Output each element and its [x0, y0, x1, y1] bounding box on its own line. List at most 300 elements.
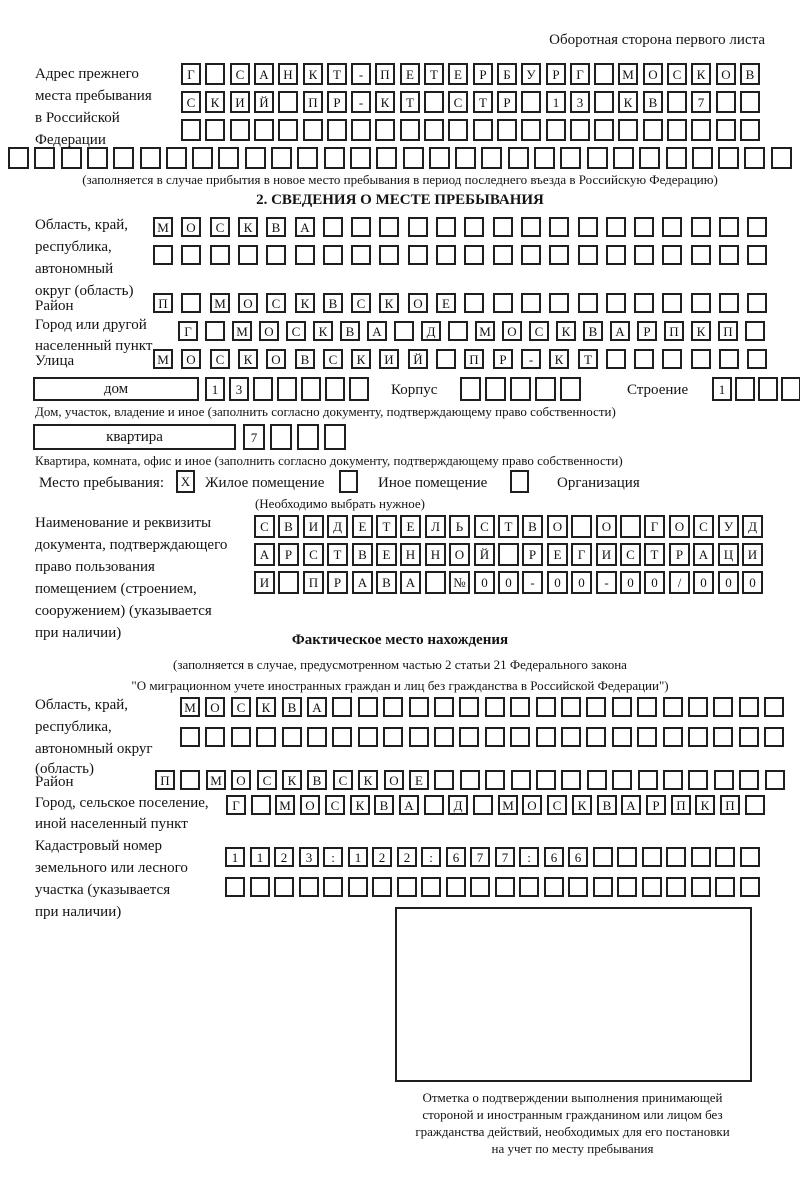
cadastral-row-2-cell-9: [446, 877, 466, 897]
city-row-cell-3: О: [259, 321, 279, 341]
fact-district-row-cell-23: [739, 770, 759, 790]
stay-place-label: Место пребывания:: [39, 475, 164, 491]
document-row-1-cell-17: О: [669, 515, 690, 538]
addr-prev-row-1-cell-22: О: [716, 63, 736, 85]
addr-prev-row-4-cell-6: [166, 147, 187, 169]
document-label-1: Наименование и реквизиты: [35, 515, 212, 531]
street-row-cell-9: Й: [408, 349, 428, 369]
document-row-2-cell-5: Е: [376, 543, 397, 566]
fact-city-row-cell-7: А: [399, 795, 419, 815]
region-row-1-cell-3: К: [238, 217, 258, 237]
region-row-2-cell-9: [408, 245, 428, 265]
checkbox-inoe-cell-0: [339, 470, 358, 493]
addr-prev-row-2-cell-10: [424, 91, 444, 113]
fact-caption-2: "О миграционном учете иностранных граждан и лиц без гражданства в Российской Федерации"): [131, 678, 669, 693]
confirmation-caption-2: стороной и иностранным гражданином или лицом без: [422, 1107, 723, 1122]
korpus-cells-cell-0: [460, 377, 481, 401]
cadastral-row-1-cell-15: [593, 847, 613, 867]
region-row-2-cell-21: [747, 245, 767, 265]
korpus-cells-cell-3: [535, 377, 556, 401]
fact-district-row-cell-8: К: [358, 770, 378, 790]
document-row-1-cell-7: Л: [425, 515, 446, 538]
stroenie-cells-cell-0: 1: [712, 377, 732, 401]
cadastral-row-1-cell-4: :: [323, 847, 343, 867]
cadastral-row-1-cell-2: 2: [274, 847, 294, 867]
addr-prev-row-1-cell-12: Р: [473, 63, 493, 85]
document-row-2-cell-10: [498, 543, 519, 566]
district-row-cell-9: О: [408, 293, 428, 313]
addr-prev-row-4-cell-11: [297, 147, 318, 169]
region-row-2-cell-18: [662, 245, 682, 265]
addr-prev-row-1-cell-3: А: [254, 63, 274, 85]
region-row-1-cell-6: [323, 217, 343, 237]
fact-region-row-1-cell-4: В: [282, 697, 302, 717]
addr-prev-row-2-cell-11: С: [448, 91, 468, 113]
document-row-1-cell-5: Т: [376, 515, 397, 538]
city-row-cell-2: М: [232, 321, 252, 341]
fact-city-row-cell-1: [251, 795, 271, 815]
city-row-cell-7: А: [367, 321, 387, 341]
city-label-2: населенный пункт: [35, 338, 153, 354]
street-row-cell-3: К: [238, 349, 258, 369]
addr-prev-row-4-cell-24: [639, 147, 660, 169]
region-row-1-cell-10: [436, 217, 456, 237]
fact-region-row-1-cell-10: [434, 697, 454, 717]
fact-district-row-cell-3: О: [231, 770, 251, 790]
addr-prev-footnote: (заполняется в случае прибытия в новое место пребывания в период последнего въезда в Российскую Федерацию): [82, 172, 718, 187]
region-label-3: автономный: [35, 261, 114, 277]
fact-region-row-2-cell-6: [332, 727, 352, 747]
addr-prev-row-2-cell-22: [716, 91, 736, 113]
addr-prev-row-4-cell-18: [481, 147, 502, 169]
region-row-2-cell-16: [606, 245, 626, 265]
apartment-label-box: [33, 424, 236, 450]
document-row-3-cell-15: 0: [620, 571, 641, 594]
addr-prev-row-1-cell-7: -: [351, 63, 371, 85]
document-row-1-cell-1: В: [278, 515, 299, 538]
stroenie-cells-cell-2: [758, 377, 778, 401]
house-caption: Дом, участок, владение и иное (заполнить согласно документу, подтверждающему право собственности): [35, 404, 616, 419]
document-row-2-cell-0: А: [254, 543, 275, 566]
addr-prev-row-3-cell-8: [375, 119, 395, 141]
fact-district-row-cell-22: [714, 770, 734, 790]
addr-prev-row-1-cell-20: С: [667, 63, 687, 85]
addr-prev-row-2-cell-15: 1: [546, 91, 566, 113]
addr-prev-row-4-cell-21: [560, 147, 581, 169]
street-row-cell-1: О: [181, 349, 201, 369]
fact-city-row-cell-5: К: [350, 795, 370, 815]
document-row-2-cell-15: С: [620, 543, 641, 566]
district-row-cell-14: [549, 293, 569, 313]
region-row-1-cell-0: М: [153, 217, 173, 237]
addr-prev-row-1-cell-23: В: [740, 63, 760, 85]
district-row-cell-17: [634, 293, 654, 313]
document-row-1-cell-15: [620, 515, 641, 538]
house-number-cells-cell-4: [301, 377, 321, 401]
street-row-cell-12: Р: [493, 349, 513, 369]
fact-district-row-cell-7: С: [333, 770, 353, 790]
cadastral-row-2-cell-18: [666, 877, 686, 897]
street-row-cell-15: Т: [578, 349, 598, 369]
district-row-cell-21: [747, 293, 767, 313]
addr-prev-row-3-cell-9: [400, 119, 420, 141]
document-row-1-cell-12: О: [547, 515, 568, 538]
addr-prev-row-3-cell-2: [230, 119, 250, 141]
region-row-1-cell-14: [549, 217, 569, 237]
addr-prev-row-2-cell-12: Т: [473, 91, 493, 113]
fact-region-row-1-cell-11: [459, 697, 479, 717]
house-number-cells-cell-5: [325, 377, 345, 401]
cadastral-row-1-cell-5: 1: [348, 847, 368, 867]
cadastral-row-2-cell-8: [421, 877, 441, 897]
addr-prev-row-4-cell-25: [666, 147, 687, 169]
fact-region-row-2-cell-19: [663, 727, 683, 747]
region-row-2-cell-0: [153, 245, 173, 265]
addr-prev-row-4-cell-20: [534, 147, 555, 169]
cadastral-row-2-cell-12: [519, 877, 539, 897]
addr-prev-row-3-cell-12: [473, 119, 493, 141]
fact-region-row-2-cell-17: [612, 727, 632, 747]
street-row-cell-0: М: [153, 349, 173, 369]
document-row-3-cell-0: И: [254, 571, 275, 594]
document-row-3-cell-2: П: [303, 571, 324, 594]
checkbox-zhiloe-cell-0: X: [176, 470, 195, 493]
street-row-cell-6: С: [323, 349, 343, 369]
fact-region-row-1-cell-17: [612, 697, 632, 717]
cadastral-label-2: земельного или лесного: [35, 860, 188, 876]
document-row-2-cell-12: Е: [547, 543, 568, 566]
document-row-1-cell-16: Г: [644, 515, 665, 538]
document-row-3-cell-7: [425, 571, 446, 594]
fact-region-row-2-cell-15: [561, 727, 581, 747]
choose-needed-note: (Необходимо выбрать нужное): [254, 496, 426, 511]
addr-prev-row-2-cell-19: В: [643, 91, 663, 113]
addr-prev-row-1-cell-13: Б: [497, 63, 517, 85]
cadastral-row-2-cell-0: [225, 877, 245, 897]
fact-district-row-cell-5: К: [282, 770, 302, 790]
region-row-1-cell-1: О: [181, 217, 201, 237]
addr-prev-row-4-cell-22: [587, 147, 608, 169]
fact-region-label-2: республика,: [35, 719, 112, 735]
document-row-3-cell-20: 0: [742, 571, 763, 594]
fact-region-row-2-cell-12: [485, 727, 505, 747]
fact-city-row-cell-15: В: [597, 795, 617, 815]
fact-region-row-2-cell-3: [256, 727, 276, 747]
fact-region-row-2-cell-7: [358, 727, 378, 747]
document-row-2-cell-20: И: [742, 543, 763, 566]
addr-prev-row-2-cell-23: [740, 91, 760, 113]
region-row-2-cell-19: [691, 245, 711, 265]
fact-region-row-1-cell-13: [510, 697, 530, 717]
fact-district-row-cell-9: О: [384, 770, 404, 790]
fact-region-row-1-cell-12: [485, 697, 505, 717]
city-row-cell-15: В: [583, 321, 603, 341]
section2-heading: 2. СВЕДЕНИЯ О МЕСТЕ ПРЕБЫВАНИЯ: [256, 192, 544, 208]
street-row-cell-2: С: [210, 349, 230, 369]
street-row-cell-18: [662, 349, 682, 369]
confirmation-caption-3: гражданства действий, необходимых для его постановки: [415, 1124, 730, 1139]
region-row-1-cell-2: С: [210, 217, 230, 237]
region-row-1-cell-21: [747, 217, 767, 237]
fact-caption-1: (заполняется в случае, предусмотренном частью 2 статьи 21 Федерального закона: [173, 657, 627, 672]
addr-prev-row-4-cell-12: [324, 147, 345, 169]
region-row-2-cell-20: [719, 245, 739, 265]
region-row-1-cell-20: [719, 217, 739, 237]
apartment-number-cells-cell-2: [297, 424, 319, 450]
city-row-cell-18: П: [664, 321, 684, 341]
addr-prev-row-1-cell-14: У: [521, 63, 541, 85]
fact-region-row-2-cell-1: [205, 727, 225, 747]
region-row-2-cell-11: [464, 245, 484, 265]
fact-region-row-1-cell-1: О: [205, 697, 225, 717]
stroenie-cells-cell-3: [781, 377, 800, 401]
addr-prev-row-2-cell-6: Р: [327, 91, 347, 113]
fact-district-row-cell-21: [688, 770, 708, 790]
fact-city-row-cell-20: П: [720, 795, 740, 815]
addr-prev-row-4-cell-16: [429, 147, 450, 169]
street-row-cell-4: О: [266, 349, 286, 369]
fact-city-row-cell-13: С: [547, 795, 567, 815]
document-row-2-cell-9: Й: [474, 543, 495, 566]
document-row-1-cell-14: О: [596, 515, 617, 538]
addr-prev-row-3-cell-11: [448, 119, 468, 141]
document-row-2-cell-14: И: [596, 543, 617, 566]
document-row-1-cell-19: У: [718, 515, 739, 538]
fact-region-row-2-cell-18: [637, 727, 657, 747]
addr-prev-row-2-cell-7: -: [351, 91, 371, 113]
cadastral-row-2-cell-15: [593, 877, 613, 897]
document-row-2-cell-4: В: [352, 543, 373, 566]
addr-prev-row-3-cell-4: [278, 119, 298, 141]
fact-city-row-cell-3: О: [300, 795, 320, 815]
fact-region-row-2-cell-4: [282, 727, 302, 747]
document-row-1-cell-4: Е: [352, 515, 373, 538]
document-row-3-cell-18: 0: [693, 571, 714, 594]
house-label-box-label: дом: [103, 380, 129, 397]
cadastral-row-1-cell-9: 6: [446, 847, 466, 867]
addr-prev-row-3-cell-21: [691, 119, 711, 141]
document-row-2-cell-16: Т: [644, 543, 665, 566]
district-row-cell-1: [181, 293, 201, 313]
addr-prev-row-2-cell-2: И: [230, 91, 250, 113]
document-row-3-cell-19: 0: [718, 571, 739, 594]
region-row-2-cell-15: [578, 245, 598, 265]
document-row-3-cell-11: -: [522, 571, 543, 594]
document-row-3-cell-13: 0: [571, 571, 592, 594]
addr-prev-row-4-cell-4: [113, 147, 134, 169]
addr-prev-row-4-cell-23: [613, 147, 634, 169]
addr-prev-row-2-cell-16: 3: [570, 91, 590, 113]
city-row-cell-10: [448, 321, 468, 341]
addr-prev-row-3-cell-13: [497, 119, 517, 141]
cadastral-row-2-cell-11: [495, 877, 515, 897]
cadastral-row-1-cell-12: :: [519, 847, 539, 867]
addr-prev-row-4-cell-7: [192, 147, 213, 169]
region-label-4: округ (область): [35, 283, 134, 299]
region-row-2-cell-1: [181, 245, 201, 265]
document-row-3-cell-8: №: [449, 571, 470, 594]
stroenie-label: Строение: [627, 382, 689, 398]
stroenie-cells-cell-1: [735, 377, 755, 401]
addr-prev-row-2-cell-8: К: [375, 91, 395, 113]
fact-district-row-cell-19: [638, 770, 658, 790]
addr-prev-row-4-cell-8: [218, 147, 239, 169]
city-row-cell-21: [745, 321, 765, 341]
cadastral-row-1-cell-16: [617, 847, 637, 867]
fact-city-row-cell-12: О: [522, 795, 542, 815]
addr-prev-row-1-cell-2: С: [230, 63, 250, 85]
fact-district-row-cell-15: [536, 770, 556, 790]
cadastral-row-1-cell-7: 2: [397, 847, 417, 867]
cadastral-row-1-cell-0: 1: [225, 847, 245, 867]
fact-district-row-cell-14: [511, 770, 531, 790]
document-row-2-cell-11: Р: [522, 543, 543, 566]
document-row-2-cell-13: Г: [571, 543, 592, 566]
city-row-cell-20: П: [718, 321, 738, 341]
addr-prev-row-1-cell-0: Г: [181, 63, 201, 85]
fact-district-row-cell-24: [765, 770, 785, 790]
fact-region-row-2-cell-8: [383, 727, 403, 747]
addr-prev-row-1-cell-6: Т: [327, 63, 347, 85]
addr-prev-row-2-cell-13: Р: [497, 91, 517, 113]
addr-prev-row-3-cell-15: [546, 119, 566, 141]
fact-city-row-cell-6: В: [374, 795, 394, 815]
document-row-3-cell-14: -: [596, 571, 617, 594]
fact-region-row-1-cell-22: [739, 697, 759, 717]
addr-prev-row-2-cell-21: 7: [691, 91, 711, 113]
cadastral-row-2-cell-17: [642, 877, 662, 897]
fact-region-row-2-cell-21: [713, 727, 733, 747]
organizatsiya-label: Организация: [557, 475, 640, 491]
document-row-2-cell-6: Н: [400, 543, 421, 566]
city-row-cell-4: С: [286, 321, 306, 341]
street-row-cell-21: [747, 349, 767, 369]
fact-city-row-cell-18: П: [671, 795, 691, 815]
fact-region-row-1-cell-18: [637, 697, 657, 717]
cadastral-row-1-cell-21: [740, 847, 760, 867]
document-row-3-cell-9: 0: [474, 571, 495, 594]
fact-region-row-1-cell-19: [663, 697, 683, 717]
region-label-2: республика,: [35, 239, 112, 255]
fact-city-row-cell-0: Г: [226, 795, 246, 815]
addr-prev-row-3-cell-0: [181, 119, 201, 141]
house-number-cells-cell-3: [277, 377, 297, 401]
document-row-2-cell-19: Ц: [718, 543, 739, 566]
addr-prev-label-3: в Российской: [35, 110, 120, 126]
apartment-label-box-label: квартира: [106, 428, 163, 445]
document-row-2-cell-17: Р: [669, 543, 690, 566]
document-row-3-cell-4: А: [352, 571, 373, 594]
fact-district-row-cell-6: В: [307, 770, 327, 790]
city-row-cell-19: К: [691, 321, 711, 341]
cadastral-row-1-cell-6: 2: [372, 847, 392, 867]
district-row-cell-20: [719, 293, 739, 313]
street-label: Улица: [35, 353, 75, 369]
addr-prev-row-4-cell-15: [403, 147, 424, 169]
document-row-1-cell-11: В: [522, 515, 543, 538]
document-row-2-cell-8: О: [449, 543, 470, 566]
cadastral-row-1-cell-1: 1: [250, 847, 270, 867]
district-row-cell-8: К: [379, 293, 399, 313]
document-label-3: право пользования: [35, 559, 155, 575]
fact-region-row-2-cell-16: [586, 727, 606, 747]
fact-district-row-cell-11: [434, 770, 454, 790]
district-row-cell-16: [606, 293, 626, 313]
fact-region-row-2-cell-10: [434, 727, 454, 747]
document-row-1-cell-18: С: [693, 515, 714, 538]
fact-region-row-1-cell-0: М: [180, 697, 200, 717]
addr-prev-row-1-cell-19: О: [643, 63, 663, 85]
street-row-cell-19: [691, 349, 711, 369]
cadastral-row-2-cell-1: [250, 877, 270, 897]
addr-prev-row-1-cell-10: Т: [424, 63, 444, 85]
addr-prev-row-4-cell-17: [455, 147, 476, 169]
fact-region-row-2-cell-20: [688, 727, 708, 747]
district-row-cell-13: [521, 293, 541, 313]
fact-city-label-1: Город, сельское поселение,: [35, 795, 209, 811]
addr-prev-row-3-cell-16: [570, 119, 590, 141]
fact-region-row-1-cell-5: А: [307, 697, 327, 717]
cadastral-row-2-cell-10: [470, 877, 490, 897]
addr-prev-row-4-cell-10: [271, 147, 292, 169]
addr-prev-row-1-cell-4: Н: [278, 63, 298, 85]
addr-prev-row-4-cell-27: [718, 147, 739, 169]
addr-prev-row-2-cell-17: [594, 91, 614, 113]
cadastral-row-1-cell-20: [715, 847, 735, 867]
city-row-cell-1: [205, 321, 225, 341]
fact-region-row-1-cell-6: [332, 697, 352, 717]
confirmation-caption-4: на учет по месту пребывания: [491, 1141, 654, 1156]
fact-city-row-cell-8: [424, 795, 444, 815]
cadastral-row-2-cell-21: [740, 877, 760, 897]
document-row-1-cell-0: С: [254, 515, 275, 538]
region-row-2-cell-5: [295, 245, 315, 265]
fact-city-row-cell-10: [473, 795, 493, 815]
addr-prev-row-1-cell-17: [594, 63, 614, 85]
cadastral-label-4: при наличии): [35, 904, 122, 920]
house-number-cells-cell-6: [349, 377, 369, 401]
fact-district-row-cell-4: С: [257, 770, 277, 790]
cadastral-row-1-cell-19: [691, 847, 711, 867]
region-row-1-cell-5: А: [295, 217, 315, 237]
addr-prev-row-1-cell-16: Г: [570, 63, 590, 85]
document-row-3-cell-6: А: [400, 571, 421, 594]
cadastral-row-2-cell-6: [372, 877, 392, 897]
house-number-cells-cell-1: 3: [229, 377, 249, 401]
cadastral-row-2-cell-2: [274, 877, 294, 897]
fact-region-row-1-cell-7: [358, 697, 378, 717]
street-row-cell-8: И: [379, 349, 399, 369]
fact-district-row-cell-17: [587, 770, 607, 790]
document-row-2-cell-1: Р: [278, 543, 299, 566]
fact-district-row-cell-0: П: [155, 770, 175, 790]
fact-city-row-cell-21: [745, 795, 765, 815]
document-row-1-cell-9: С: [474, 515, 495, 538]
korpus-label: Корпус: [391, 382, 438, 398]
addr-prev-row-1-cell-18: М: [618, 63, 638, 85]
fact-district-row-cell-13: [485, 770, 505, 790]
fact-region-row-1-cell-21: [713, 697, 733, 717]
house-label-box: [33, 377, 199, 401]
document-row-3-cell-5: В: [376, 571, 397, 594]
fact-district-row-cell-18: [612, 770, 632, 790]
cadastral-label-3: участка (указывается: [35, 882, 171, 898]
street-row-cell-16: [606, 349, 626, 369]
fact-district-row-cell-20: [663, 770, 683, 790]
inoe-label: Иное помещение: [378, 475, 488, 491]
fact-region-row-2-cell-22: [739, 727, 759, 747]
fact-district-row-cell-10: Е: [409, 770, 429, 790]
